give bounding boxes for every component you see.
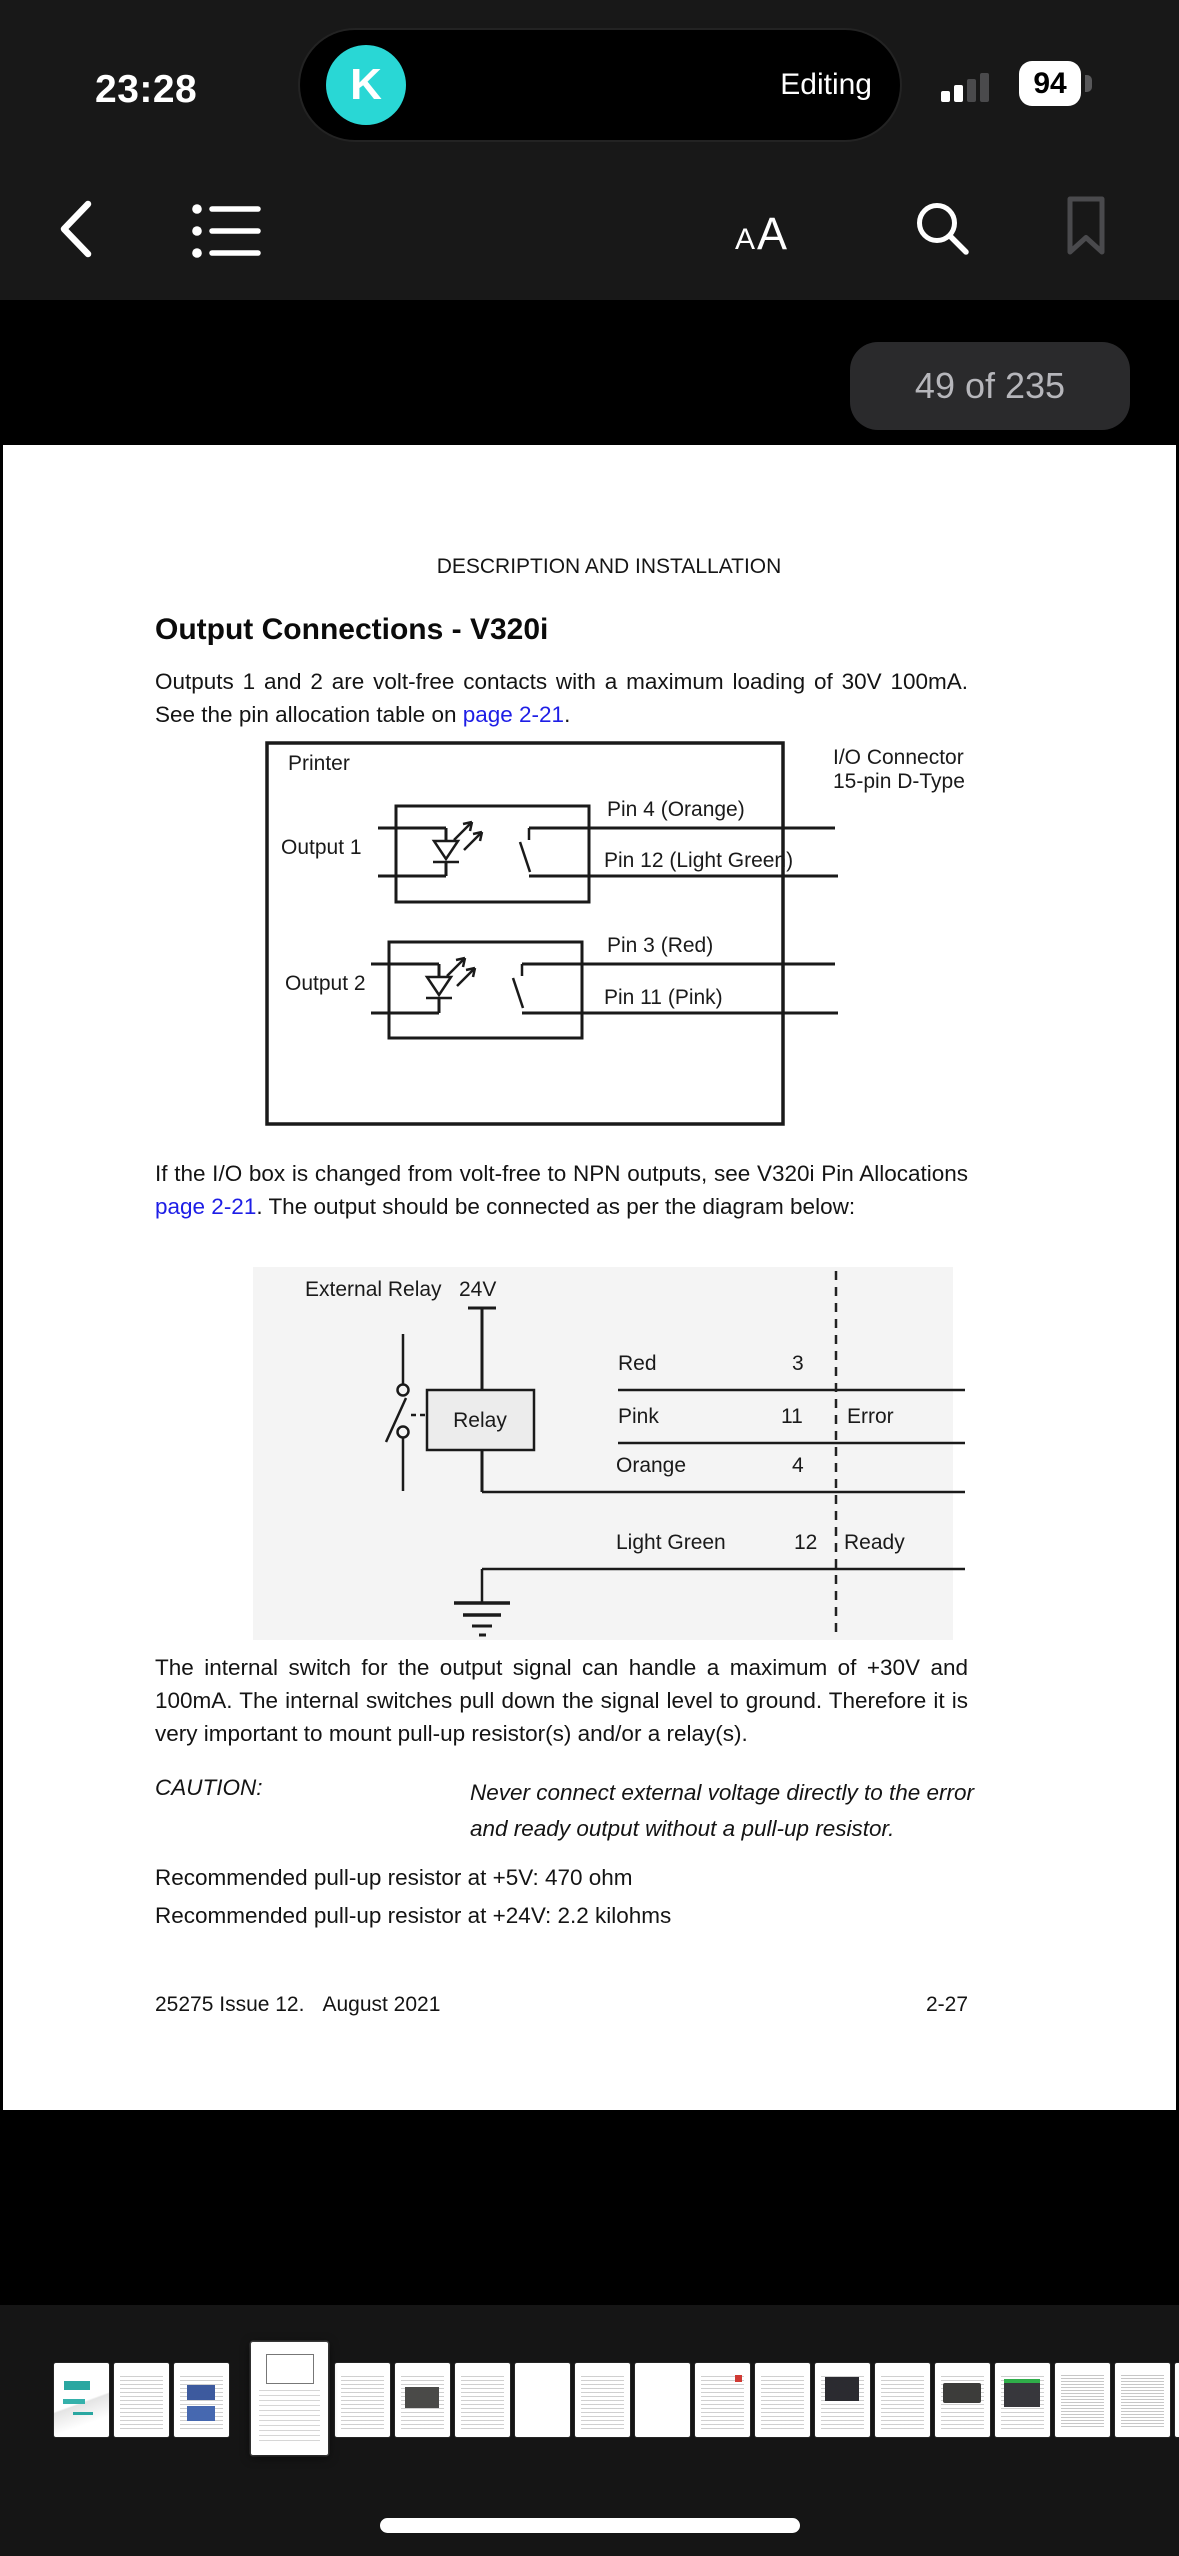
external-relay-label: External Relay xyxy=(305,1278,442,1301)
paragraph-internal-switch: The internal switch for the output signal can handle a maximum of +30V and 100mA. The internal switches pull down the signal level to ground. Therefore it is very important to mount pull-up resistor(s) and/or a relay(s). xyxy=(155,1655,968,1746)
text-size-large-a: A xyxy=(757,208,788,259)
text-size-button[interactable] xyxy=(735,208,787,260)
paragraph-text: . xyxy=(564,702,571,727)
dynamic-island[interactable] xyxy=(300,30,900,140)
paragraph-text: . The output should be connected as per the diagram below: xyxy=(256,1194,856,1219)
page-thumbnail-active[interactable] xyxy=(251,2342,328,2455)
switch-icon xyxy=(520,828,530,872)
status-time: 23:28 xyxy=(95,68,198,111)
paragraph-npn xyxy=(155,1157,968,1223)
list-icon xyxy=(192,204,258,258)
bookmark-icon xyxy=(1070,199,1102,252)
page-thumbnail[interactable] xyxy=(815,2363,870,2437)
search-button[interactable] xyxy=(912,198,972,258)
page-thumbnail[interactable] xyxy=(635,2363,690,2437)
wire-orange-label: Orange xyxy=(616,1454,687,1477)
output1-label: Output 1 xyxy=(281,836,362,859)
page-thumbnail[interactable] xyxy=(335,2363,390,2437)
diagram-volt-free-outputs xyxy=(260,738,970,1138)
page-thumbnail[interactable] xyxy=(114,2363,169,2437)
page-indicator: 49 of 235 xyxy=(850,342,1130,430)
app-logo-letter: K xyxy=(350,60,382,109)
document-page xyxy=(3,445,1176,2110)
wire-lightgreen-label: Light Green xyxy=(616,1531,726,1554)
page-thumbnail[interactable] xyxy=(1175,2363,1179,2437)
signal-ready-label: Ready xyxy=(844,1531,905,1554)
bookmark-button[interactable] xyxy=(1064,194,1108,258)
battery-cap xyxy=(1085,75,1092,92)
document-footer xyxy=(155,1993,968,2017)
pin12-label: Pin 12 (Light Green) xyxy=(604,849,794,872)
status-nav-panel xyxy=(0,0,1179,300)
search-icon xyxy=(920,206,967,253)
paragraph-text: Outputs 1 and 2 are volt-free contacts with a maximum loading of 30V 100mA. See the pin allocation table on xyxy=(155,669,968,727)
page-thumbnail[interactable] xyxy=(995,2363,1050,2437)
footer-issue-number: 25275 Issue 12. xyxy=(155,1993,305,2016)
paragraph-outputs xyxy=(155,665,968,731)
text-size-small-a: A xyxy=(735,223,756,256)
page-2-21-link[interactable]: page 2-21 xyxy=(155,1194,257,1219)
wire-orange-pin: 4 xyxy=(792,1454,804,1477)
page-thumbnail[interactable] xyxy=(1055,2363,1110,2437)
page-thumbnail[interactable] xyxy=(174,2363,229,2437)
island-status-label: Editing xyxy=(780,68,872,101)
back-button[interactable] xyxy=(58,200,94,258)
relay-label: Relay xyxy=(453,1409,507,1432)
page-thumbnail[interactable] xyxy=(515,2363,570,2437)
cellular-signal-icon xyxy=(941,72,989,102)
page-thumbnail[interactable] xyxy=(875,2363,930,2437)
page-thumbnail[interactable] xyxy=(575,2363,630,2437)
recommendation-5v: Recommended pull-up resistor at +5V: 470 ohm xyxy=(155,1865,633,1890)
wire-red-pin: 3 xyxy=(792,1352,804,1375)
battery-indicator xyxy=(1019,61,1081,106)
wire-red-label: Red xyxy=(618,1352,657,1375)
printer-label: Printer xyxy=(288,752,350,775)
page-title: Output Connections - V320i xyxy=(155,613,549,646)
wire-pink-pin: 11 xyxy=(781,1405,803,1428)
page-thumbnail[interactable] xyxy=(455,2363,510,2437)
battery-percent: 94 xyxy=(1033,66,1067,100)
footer-page-number: 2-27 xyxy=(925,1993,968,2016)
wire-lightgreen-pin: 12 xyxy=(794,1531,818,1554)
page-thumbnail[interactable] xyxy=(935,2363,990,2437)
supply-24v-label: 24V xyxy=(459,1278,497,1301)
document-section-header: DESCRIPTION AND INSTALLATION xyxy=(436,555,782,578)
optocoupler-2 xyxy=(389,942,582,1038)
signal-error-label: Error xyxy=(847,1405,894,1428)
page-2-21-link[interactable]: page 2-21 xyxy=(462,702,565,727)
caution-text: Never connect external voltage directly to the error and ready output without a pull-up resistor. xyxy=(470,1780,974,1841)
io-connector-type-label: 15-pin D-Type xyxy=(833,770,965,793)
pin11-label: Pin 11 (Pink) xyxy=(604,986,723,1009)
page-thumbnail[interactable] xyxy=(54,2363,109,2437)
footer-date: August 2021 xyxy=(322,1993,441,2016)
footer-issue xyxy=(155,1993,440,2017)
diagram-background xyxy=(253,1267,953,1640)
output2-label: Output 2 xyxy=(285,972,366,995)
contents-button[interactable] xyxy=(192,204,262,258)
page-thumbnail[interactable] xyxy=(1115,2363,1170,2437)
page-thumbnail[interactable] xyxy=(695,2363,750,2437)
home-indicator[interactable] xyxy=(380,2518,800,2533)
paragraph-text: If the I/O box is changed from volt-free to NPN outputs, see V320i Pin Allocations xyxy=(155,1161,968,1186)
switch-icon xyxy=(513,964,523,1008)
wire-pink-label: Pink xyxy=(618,1405,659,1428)
diagram-external-relay xyxy=(253,1267,965,1642)
io-connector-label: I/O Connector xyxy=(833,746,964,769)
recommendation-24v: Recommended pull-up resistor at +24V: 2.2 kilohms xyxy=(155,1903,672,1928)
app-logo-icon xyxy=(326,45,406,125)
caution-label: CAUTION: xyxy=(155,1775,263,1800)
page-thumbnail[interactable] xyxy=(395,2363,450,2437)
pin4-label: Pin 4 (Orange) xyxy=(607,798,745,821)
optocoupler-1 xyxy=(396,806,589,902)
pin3-label: Pin 3 (Red) xyxy=(607,934,714,957)
page-thumbnail[interactable] xyxy=(755,2363,810,2437)
